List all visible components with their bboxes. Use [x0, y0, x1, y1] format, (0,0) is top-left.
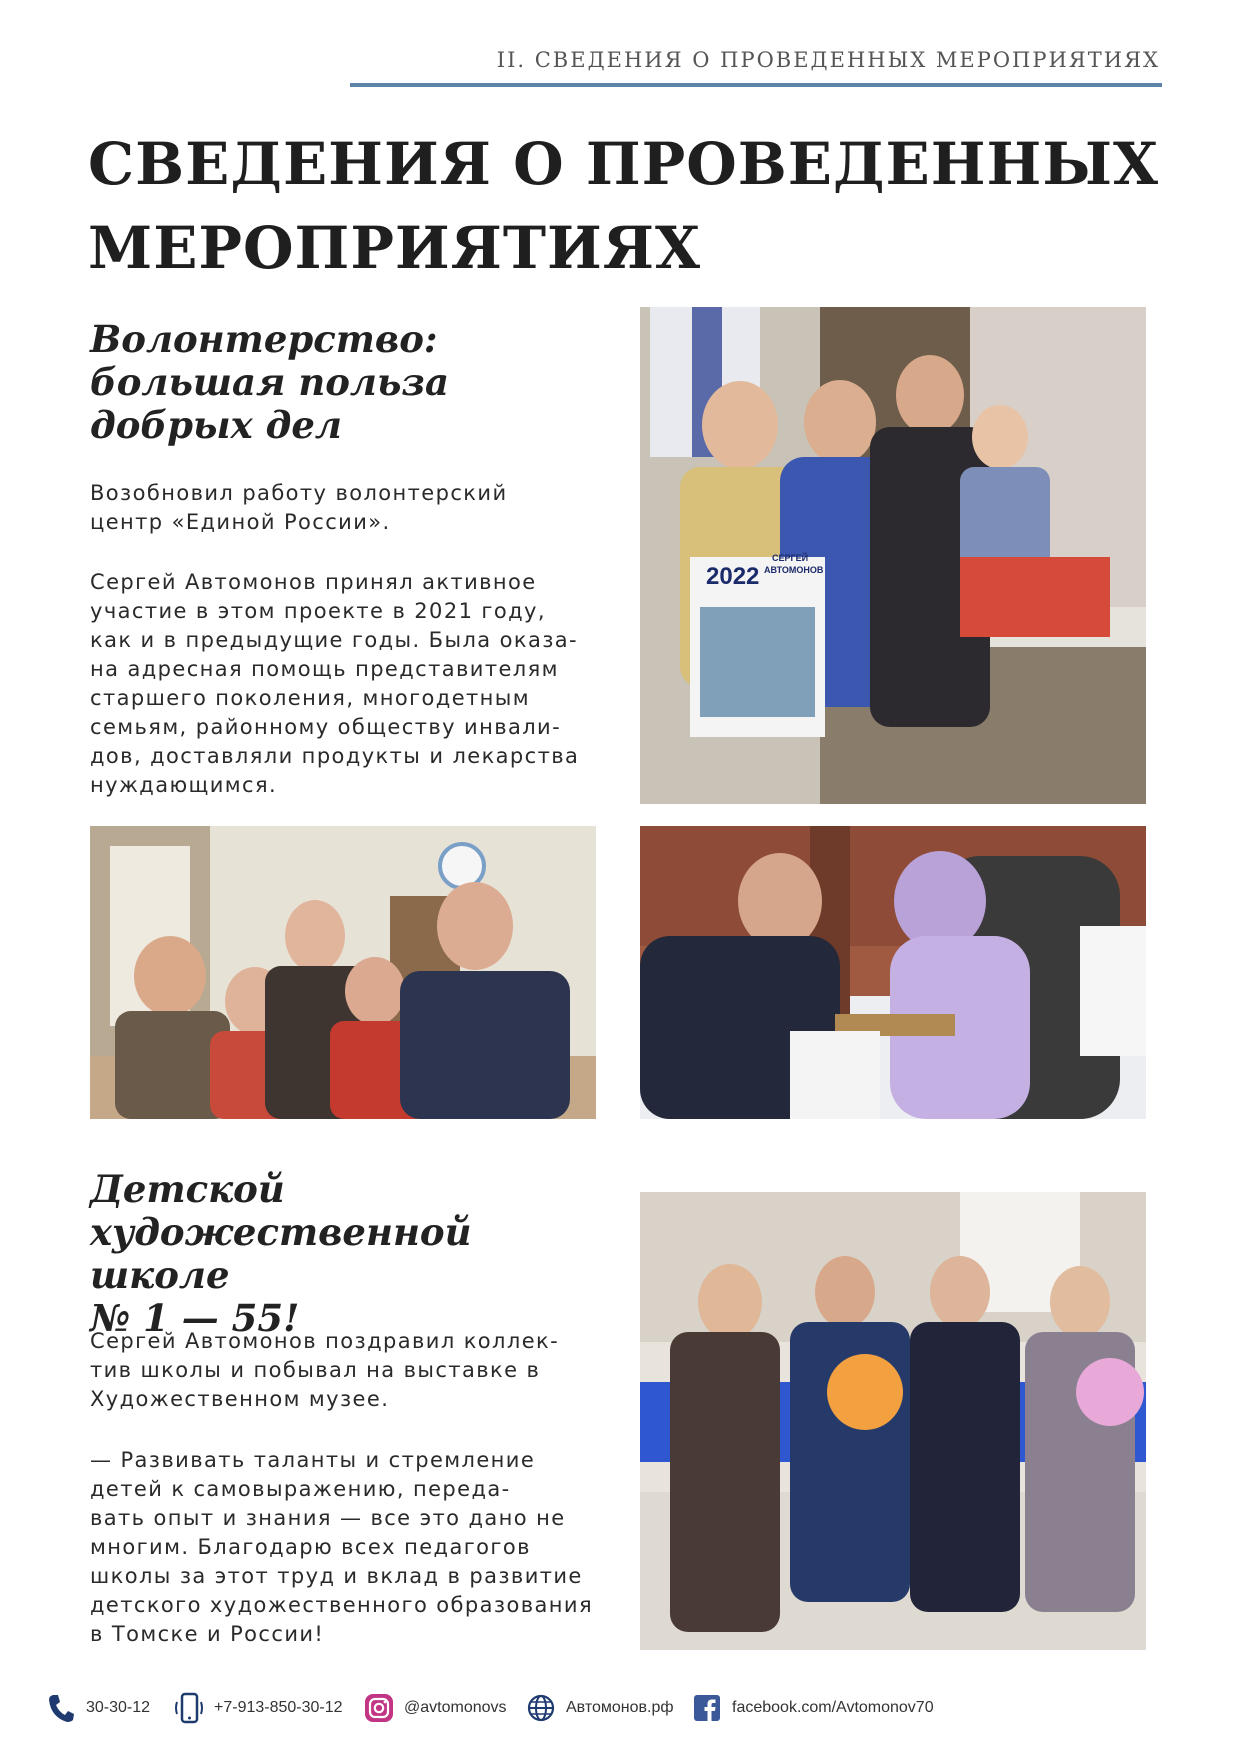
heading-line: добрых дел — [90, 403, 342, 447]
footer-website-text: Автомонов.рф — [566, 1699, 674, 1716]
facebook-icon — [690, 1691, 724, 1725]
text-line: центр «Единой России». — [90, 510, 391, 534]
text-line: Сергей Автомонов поздравил коллек- — [90, 1329, 560, 1353]
calendar-name-line-2: АВТОМОНОВ — [764, 565, 824, 575]
text-line: — Развивать таланты и стремление — [90, 1448, 536, 1472]
text-line: старшего поколения, многодетным — [90, 686, 531, 710]
art-school-paragraph-1 — [90, 1327, 610, 1414]
calendar-name-line-1: СЕРГЕЙ — [772, 553, 809, 563]
art-school-paragraph-2 — [90, 1446, 610, 1649]
footer-phone-text: 30-30-12 — [86, 1699, 151, 1716]
heading-line: № 1 — 55! — [90, 1296, 300, 1340]
mobile-phone-icon — [172, 1691, 206, 1725]
heading-line: Волонтерство: — [90, 317, 438, 361]
text-line: нуждающимся. — [90, 773, 278, 797]
text-line: школы за этот труд и вклад в развитие — [90, 1564, 583, 1588]
footer-instagram[interactable] — [362, 1690, 507, 1726]
text-line: детей к самовыражению, переда- — [90, 1477, 511, 1501]
photo-museum-audience — [640, 1192, 1146, 1650]
footer-facebook[interactable] — [690, 1690, 934, 1726]
calendar-year: 2022 — [706, 563, 760, 590]
globe-icon — [524, 1691, 558, 1725]
text-line: Художественном музее. — [90, 1387, 390, 1411]
text-line: тив школы и побывал на выставке в — [90, 1358, 541, 1382]
footer-mobile[interactable] — [172, 1690, 343, 1726]
photo-elderly-group — [90, 826, 596, 1119]
text-line: многим. Благодарю всех педагогов — [90, 1535, 531, 1559]
heading-line: большая польза — [90, 360, 449, 404]
text-line: Возобновил работу волонтерский — [90, 481, 508, 505]
text-line: участие в этом проекте в 2021 году, — [90, 599, 546, 623]
page-title-line-2: МЕРОПРИЯТИЯХ — [88, 214, 701, 282]
footer-facebook-text: facebook.com/Avtomonov70 — [732, 1699, 934, 1716]
footer-contacts — [44, 1690, 1204, 1726]
page-title — [88, 122, 1188, 290]
photo-family-with-calendar — [640, 307, 1146, 804]
text-line: как и в предыдущие годы. Была оказа- — [90, 628, 579, 652]
header-rule — [350, 83, 1162, 87]
text-line: вать опыт и знания — все это дано не — [90, 1506, 566, 1530]
text-line: на адресная помощь представителям — [90, 657, 559, 681]
page-title-line-1: СВЕДЕНИЯ О ПРОВЕДЕННЫХ — [88, 130, 1160, 198]
volunteering-paragraph-1 — [90, 479, 610, 537]
text-line: дов, доставляли продукты и лекарства — [90, 744, 580, 768]
volunteering-paragraph-2 — [90, 568, 610, 800]
footer-website[interactable] — [524, 1690, 674, 1726]
footer-instagram-text: @avtomonovs — [404, 1699, 507, 1716]
text-line: Сергей Автомонов принял активное — [90, 570, 537, 594]
section-heading-volunteering — [90, 318, 610, 447]
heading-line: Детской — [90, 1167, 285, 1211]
footer-phone[interactable] — [44, 1690, 150, 1726]
running-header: II. СВЕДЕНИЯ О ПРОВЕДЕННЫХ МЕРОПРИЯТИЯХ — [496, 48, 1160, 72]
heading-line: художественной школе — [90, 1210, 472, 1297]
text-line: семьям, районному обществу инвали- — [90, 715, 562, 739]
text-line: детского художественного образования — [90, 1593, 593, 1617]
instagram-icon — [362, 1691, 396, 1725]
text-line: в Томске и России! — [90, 1622, 325, 1646]
section-heading-art-school — [90, 1168, 610, 1340]
photo-child-receiving-gift — [640, 826, 1146, 1119]
phone-icon — [44, 1691, 78, 1725]
footer-mobile-text: +7-913-850-30-12 — [214, 1699, 343, 1716]
